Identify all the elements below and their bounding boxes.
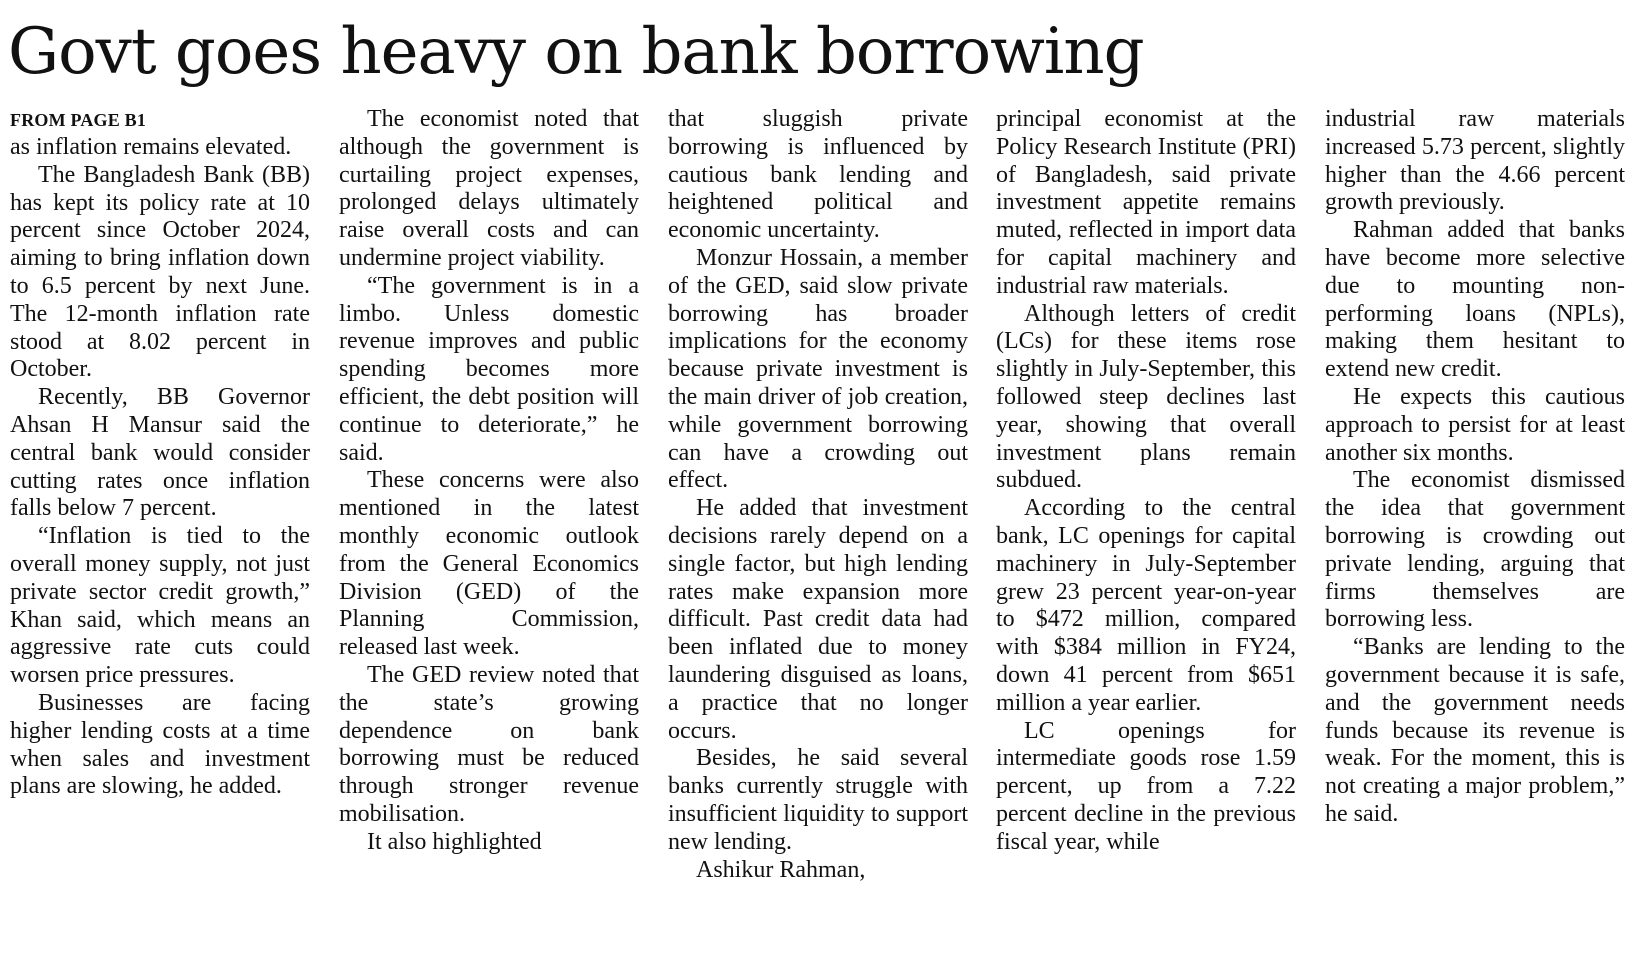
paragraph: According to the central bank, LC openings for capital machinery in July-September grew 23 percent year-on-year to $472 million, compared with $384 million in FY24, down 41 percent from $651 million a year earlier.: [996, 495, 1296, 716]
paragraph: It also highlighted: [367, 828, 542, 855]
paragraph: LC openings for intermediate goods rose 1.59 percent, up from a 7.22 percent decline in the previous fiscal year, while: [996, 717, 1296, 855]
from-page-kicker: FROM PAGE B1: [10, 110, 147, 130]
paragraph: He expects this cautious approach to persist for at least another six months.: [1325, 383, 1625, 466]
paragraph: principal economist at the Policy Research Institute (PRI) of Bangladesh, said private investment appetite remains muted, reflected in import data for capital machinery and industrial raw materials.: [996, 106, 1296, 299]
paragraph: The economist noted that although the government is curtailing project expenses, prolonged delays ultimately raise overall costs and can undermine project viability.: [339, 106, 639, 271]
paragraph: “Banks are lending to the government because it is safe, and the government needs funds because its revenue is weak. For the moment, this is not creating a major problem,” he said.: [1325, 634, 1625, 827]
paragraph: Monzur Hossain, a member of the GED, said slow private borrowing has broader implications for the economy because private investment is the main driver of job creation, while government borrowing can have a crowding out effect.: [668, 244, 968, 494]
article-columns: [0, 106, 1634, 959]
column-3: [668, 106, 968, 959]
column-2: [339, 106, 639, 959]
headline: Govt goes heavy on bank borrowing: [8, 15, 1144, 89]
paragraph: The economist dismissed the idea that government borrowing is crowding out private lending, arguing that firms themselves are borrowing less.: [1325, 467, 1625, 633]
paragraph: “Inflation is tied to the overall money supply, not just private sector credit growth,” Khan said, which means an aggressive rate cuts could worsen price pressures.: [10, 523, 310, 689]
paragraph: “The government is in a limbo. Unless domestic revenue improves and public spending becomes more efficient, the debt position will continue to deteriorate,” he said.: [339, 272, 639, 466]
paragraph: as inflation remains elevated.: [10, 134, 292, 160]
paragraph: Besides, he said several banks currently struggle with insufficient liquidity to support new lending.: [668, 745, 968, 855]
paragraph: These concerns were also mentioned in the latest monthly economic outlook from the General Economics Division (GED) of the Planning Commission, released last week.: [339, 467, 639, 661]
paragraph: Businesses are facing higher lending costs at a time when sales and investment plans are slowing, he added.: [10, 689, 310, 800]
paragraph: Ashikur Rahman,: [696, 856, 866, 883]
paragraph: Recently, BB Governor Ahsan H Mansur said the central bank would consider cutting rates once inflation falls below 7 percent.: [10, 384, 310, 522]
column-5: [1325, 106, 1625, 959]
paragraph: The Bangladesh Bank (BB) has kept its policy rate at 10 percent since October 2024, aiming to bring inflation down to 6.5 percent by next June. The 12-month inflation rate stood at 8.02 percent in October.: [10, 161, 310, 383]
column-1: [10, 106, 310, 959]
paragraph: Rahman added that banks have become more selective due to mounting non-performing loans (NPLs), making them hesitant to extend new credit.: [1325, 217, 1625, 383]
paragraph: He added that investment decisions rarely depend on a single factor, but high lending rates make expansion more difficult. Past credit data had been inflated due to money laundering disguised as loans, a practice that no longer occurs.: [668, 495, 968, 744]
column-4: [996, 106, 1296, 959]
paragraph: industrial raw materials increased 5.73 percent, slightly higher than the 4.66 percent growth previously.: [1325, 106, 1625, 216]
paragraph: that sluggish private borrowing is influenced by cautious bank lending and heightened political and economic uncertainty.: [668, 106, 968, 244]
paragraph: The GED review noted that the state’s growing dependence on bank borrowing must be reduced through stronger revenue mobilisation.: [339, 661, 639, 827]
paragraph: Although letters of credit (LCs) for these items rose slightly in July-September, this followed steep declines last year, showing that overall investment plans remain subdued.: [996, 300, 1296, 494]
